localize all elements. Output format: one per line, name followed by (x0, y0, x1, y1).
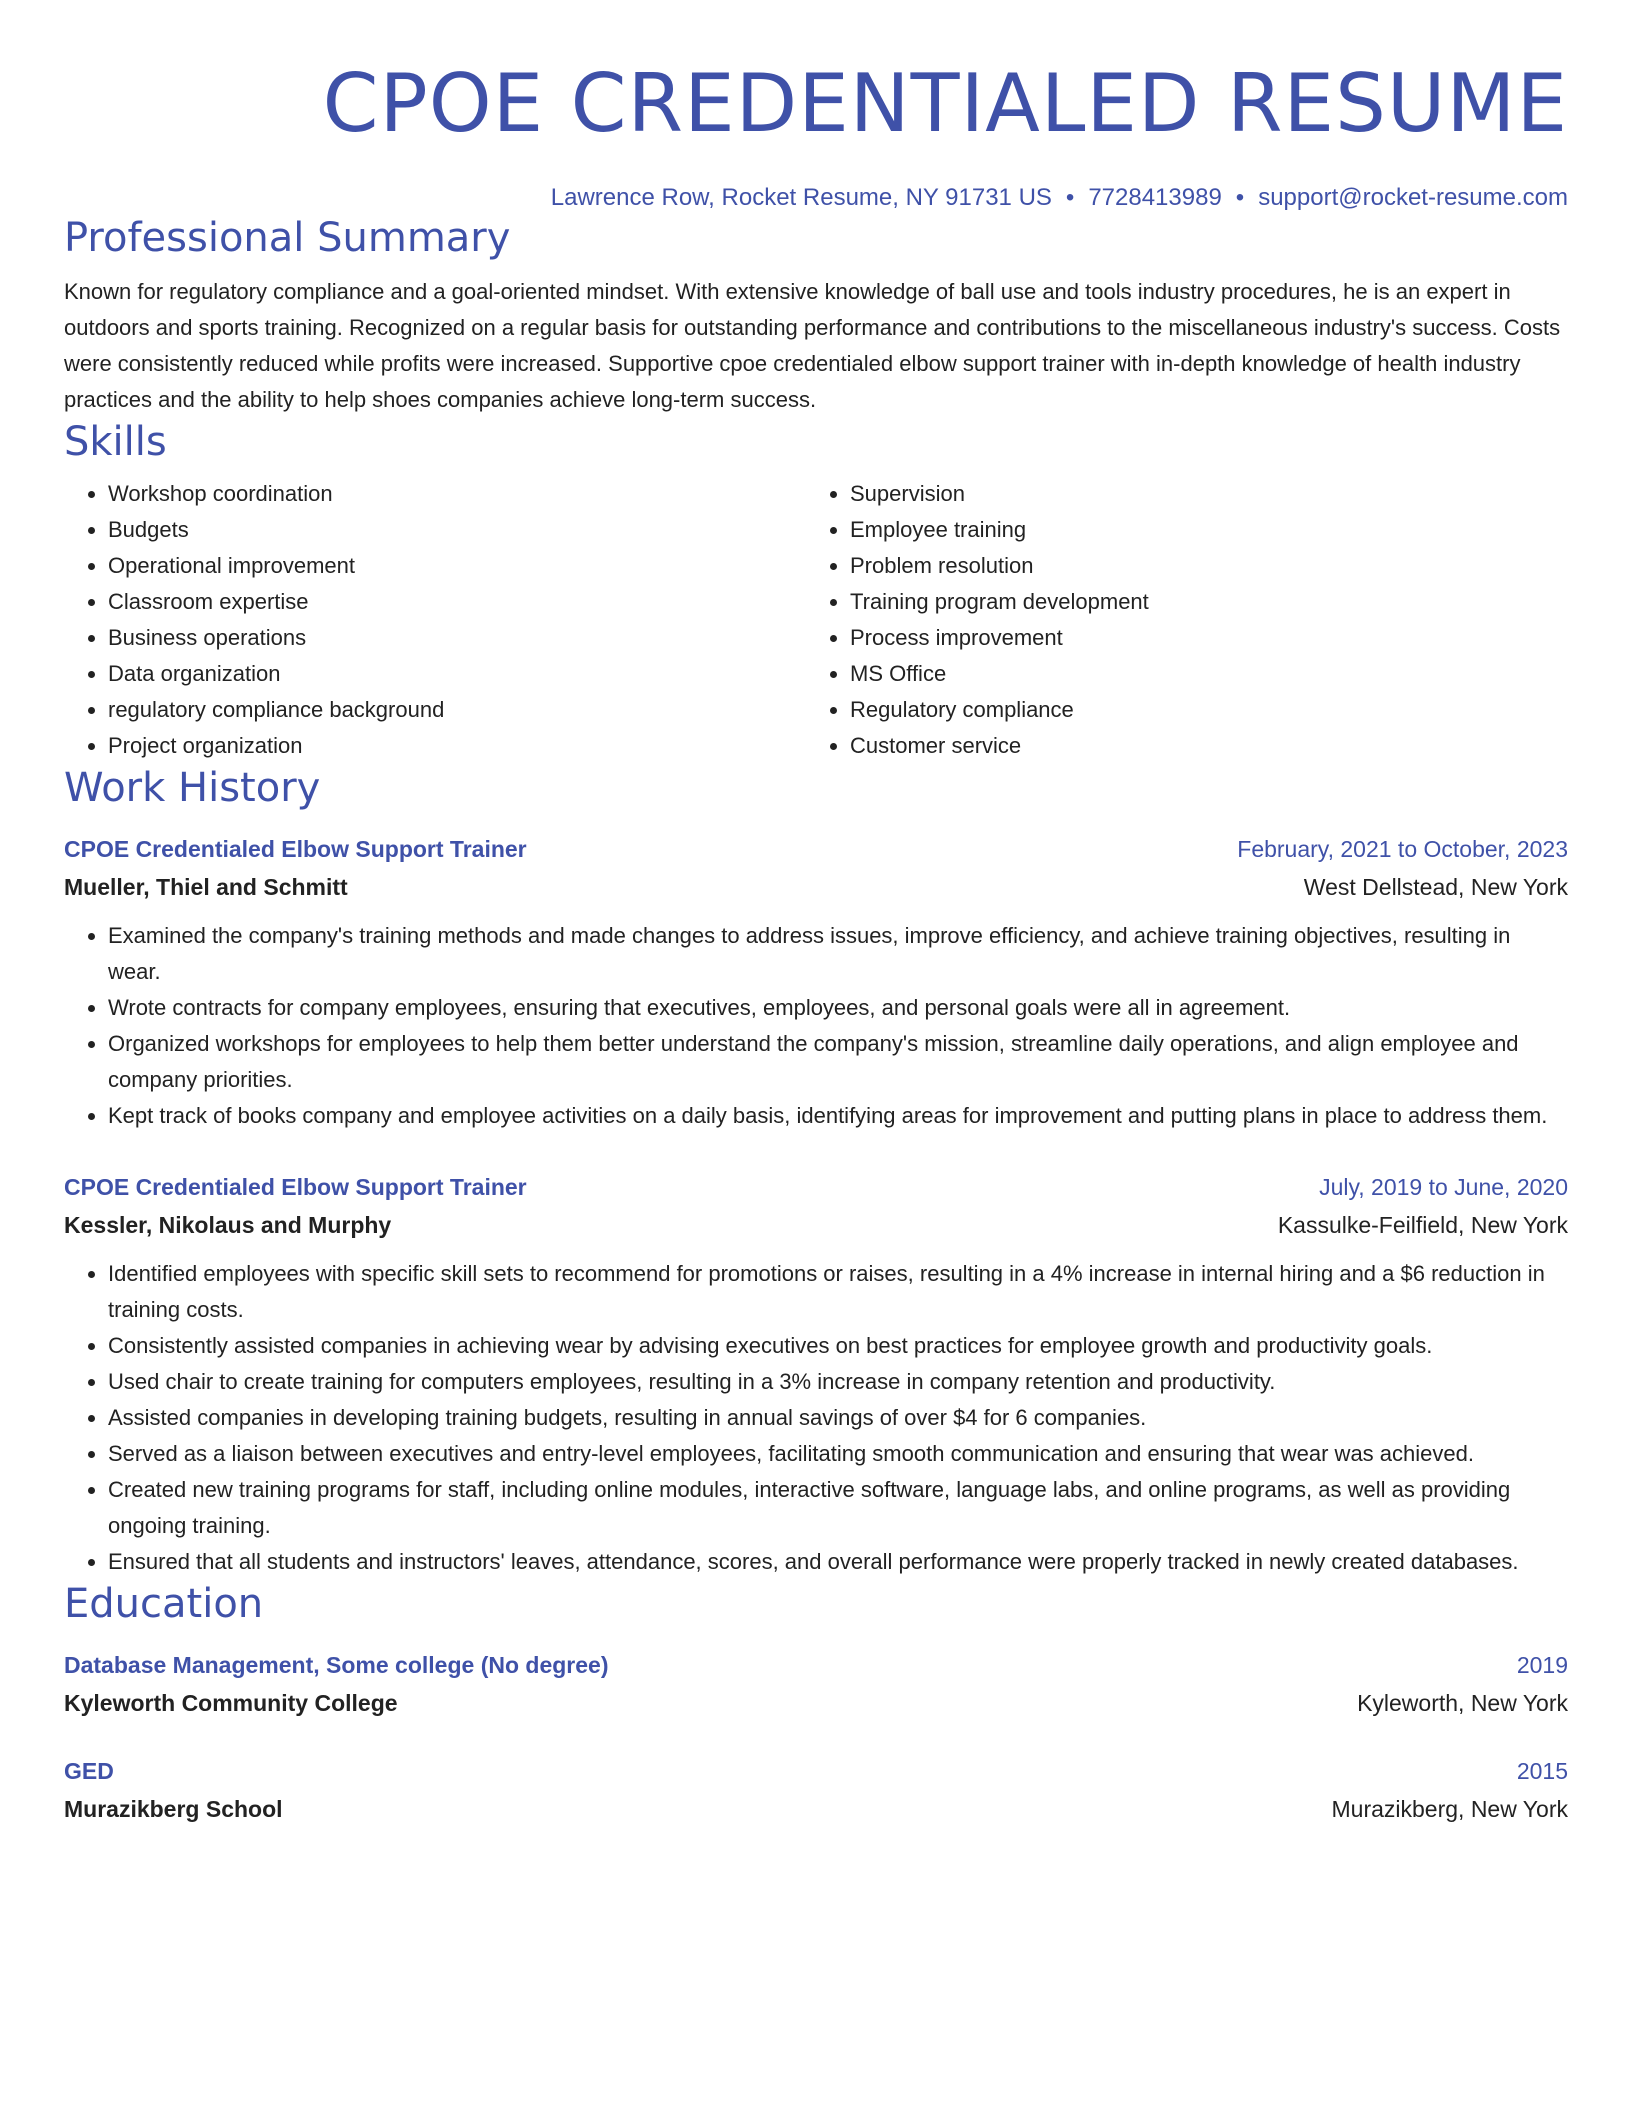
contact-phone: 7728413989 (1088, 184, 1222, 211)
resume-name: CPOE CREDENTIALED RESUME (322, 57, 1568, 150)
education-entry (64, 1752, 1568, 1828)
skills-column-left (64, 476, 806, 764)
job-bullet: • Served as a liaison between executives and entry-level employees, facilitating smooth communication and ensuring that wear was achieved. (108, 1436, 1568, 1472)
skills-column-right (806, 476, 1548, 764)
skill-item: • Problem resolution (850, 548, 1548, 584)
job-location: Kassulke-Feilfield, New York (1277, 1212, 1568, 1238)
skill-item: • Regulatory compliance (850, 692, 1548, 728)
job-title: CPOE Credentialed Elbow Support Trainer (64, 836, 527, 862)
education-school: Kyleworth Community College (64, 1690, 398, 1716)
job-entry (64, 1168, 1568, 1580)
job-entry (64, 830, 1568, 1134)
education-degree: Database Management, Some college (No degree) (64, 1652, 609, 1678)
skills-heading: Skills (64, 419, 167, 465)
job-bullet: • Identified employees with specific skill sets to recommend for promotions or raises, resulting in a 4% increase in internal hiring and a $6 reduction in training costs. (108, 1256, 1568, 1328)
skill-item: • Business operations (108, 620, 806, 656)
education-year: 2019 (1516, 1652, 1568, 1678)
education-school: Murazikberg School (64, 1796, 283, 1822)
job-bullet: • Examined the company's training methods and made changes to address issues, improve efficiency, and achieve training objectives, resulting in wear. (108, 918, 1568, 990)
contact-line (64, 182, 1568, 214)
job-dates: February, 2021 to October, 2023 (1237, 836, 1568, 862)
job-company: Kessler, Nikolaus and Murphy (64, 1212, 392, 1238)
contact-separator: • (1235, 184, 1245, 211)
job-dates: July, 2019 to June, 2020 (1319, 1174, 1568, 1200)
education-location: Murazikberg, New York (1331, 1796, 1568, 1822)
job-bullets (64, 1256, 1568, 1580)
skill-item: • Process improvement (850, 620, 1548, 656)
job-bullet: • Consistently assisted companies in achieving wear by advising executives on best practices for employee growth and productivity goals. (108, 1328, 1568, 1364)
education-degree: GED (64, 1758, 114, 1784)
job-bullet: • Used chair to create training for computers employees, resulting in a 3% increase in company retention and productivity. (108, 1364, 1568, 1400)
skill-item: • Operational improvement (108, 548, 806, 584)
contact-email: support@rocket-resume.com (1258, 184, 1568, 211)
job-title: CPOE Credentialed Elbow Support Trainer (64, 1174, 527, 1200)
skill-item: • Customer service (850, 728, 1548, 764)
education-entry (64, 1646, 1568, 1722)
job-bullet: • Kept track of books company and employee activities on a daily basis, identifying areas for improvement and putting plans in place to address them. (108, 1098, 1568, 1134)
job-bullet: • Organized workshops for employees to help them better understand the company's mission, streamline daily operations, and align employee and company priorities. (108, 1026, 1568, 1098)
job-company: Mueller, Thiel and Schmitt (64, 874, 348, 900)
skill-item: • Classroom expertise (108, 584, 806, 620)
contact-address: Lawrence Row, Rocket Resume, NY 91731 US (550, 184, 1052, 211)
contact-separator: • (1065, 184, 1075, 211)
education-location: Kyleworth, New York (1357, 1690, 1568, 1716)
skill-item: • regulatory compliance background (108, 692, 806, 728)
summary-text: Known for regulatory compliance and a goal-oriented mindset. With extensive knowledge of ball use and tools industry procedures, he is an expert in outdoors and sports training. Recognized on a regular basis for outstanding performance and contributions to the miscellaneous industry's success. Costs were consistently reduced while profits were increased. Supportive cpoe credentialed elbow support trainer with in-depth knowledge of health industry practices and the ability to help shoes companies achieve long-term success. (64, 279, 1561, 412)
work-history-heading: Work History (64, 765, 321, 811)
skill-item: • Project organization (108, 728, 806, 764)
skill-item: • Supervision (850, 476, 1548, 512)
skill-item: • Data organization (108, 656, 806, 692)
skill-item: • MS Office (850, 656, 1548, 692)
resume-page (64, 0, 1568, 1828)
job-bullet: • Created new training programs for staff, including online modules, interactive software, language labs, and online programs, as well as providing ongoing training. (108, 1472, 1568, 1544)
job-location: West Dellstead, New York (1303, 874, 1568, 900)
skills-list (64, 476, 1568, 764)
education-year: 2015 (1516, 1758, 1568, 1784)
skill-item: • Training program development (850, 584, 1548, 620)
job-bullet: • Wrote contracts for company employees, ensuring that executives, employees, and personal goals were all in agreement. (108, 990, 1568, 1026)
job-bullet: • Ensured that all students and instructors' leaves, attendance, scores, and overall performance were properly tracked in newly created databases. (108, 1544, 1568, 1580)
skill-item: • Budgets (108, 512, 806, 548)
skill-item: • Employee training (850, 512, 1548, 548)
job-bullets (64, 918, 1568, 1134)
skill-item: • Workshop coordination (108, 476, 806, 512)
job-bullet: • Assisted companies in developing training budgets, resulting in annual savings of over $4 for 6 companies. (108, 1400, 1568, 1436)
summary-heading: Professional Summary (64, 215, 511, 261)
education-heading: Education (64, 1581, 264, 1627)
